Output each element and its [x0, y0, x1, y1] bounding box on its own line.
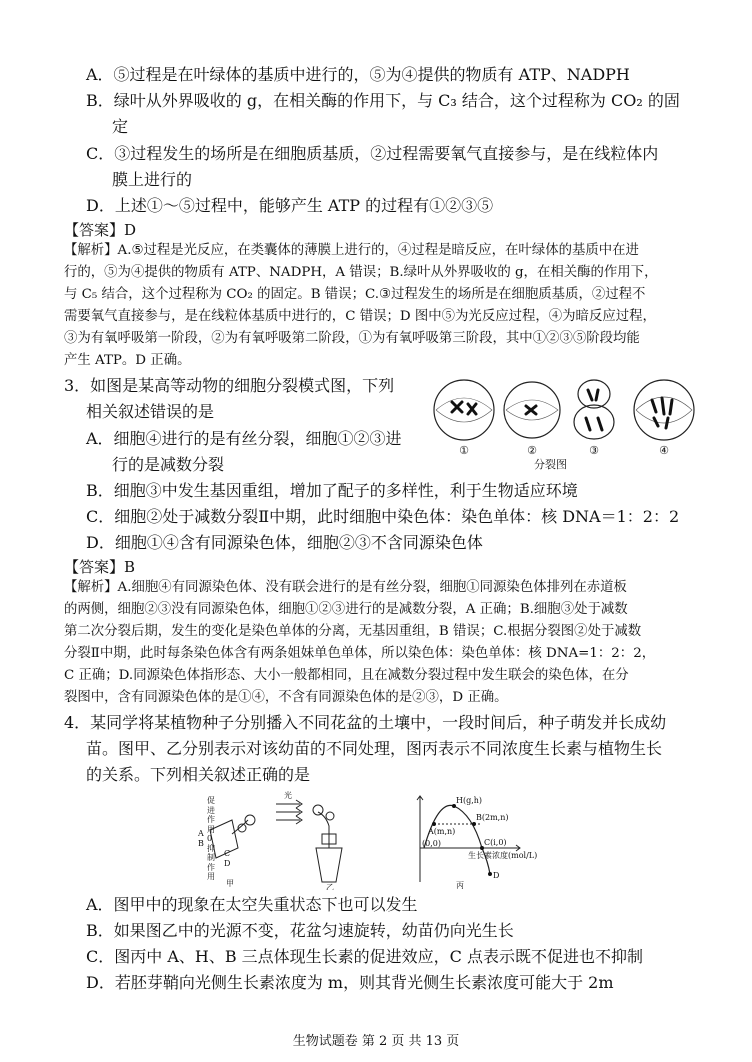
pot-letter: C [224, 849, 231, 858]
q3-analysis-line: 裂图中，含有同源染色体的是①④，不含有同源染色体的是②③，D 正确。 [64, 690, 508, 705]
q3-stem-cont: 相关叙述错误的是 [86, 402, 215, 421]
q3-option-b: B．细胞③中发生基因重组，增加了配子的多样性，利于生物适应环境 [86, 481, 578, 500]
label-d: D [493, 871, 500, 880]
q3-analysis-line: 第二次分裂后期，发生的变化是染色单体的分离，无基因重组，B 错误；C.根据分裂图②处于减数 [64, 624, 642, 639]
figure-label-bing: 丙 [456, 881, 464, 890]
q4-stem-cont: 苗。图甲、乙分别表示对该幼苗的不同处理，图丙表示不同浓度生长素与植物生长 [86, 739, 663, 758]
label-h: H(g,h) [456, 796, 483, 805]
q2-analysis-line: ③为有氧呼吸第一阶段，②为有氧呼吸第二阶段，①为有氧呼吸第三阶段，其中①②③⑤阶段均能 [64, 331, 640, 346]
q3-analysis-line: C 正确；D.同源染色体指形态、大小一般都相同，且在减数分裂过程中发生联会的染色体，在分 [64, 668, 629, 683]
label-a: A(m,n) [428, 827, 456, 836]
xaxis-label: 生长素浓度(mol/L) [468, 851, 538, 860]
cell-label: ① [459, 444, 469, 457]
q4-option-a: A．图甲中的现象在太空失重状态下也可以发生 [86, 895, 418, 914]
q3-option-d: D．细胞①④含有同源染色体，细胞②③不含同源染色体 [86, 533, 483, 552]
pot-letter: D [224, 859, 231, 868]
light-arrows [276, 804, 300, 820]
page-footer: 生物试题卷 第 2 页 共 13 页 [292, 1034, 460, 1049]
label-origin: (0,0) [422, 839, 441, 848]
cell-label: ③ [589, 444, 599, 457]
q3-analysis-line: 【解析】A.细胞④有同源染色体、没有联会进行的是有丝分裂，细胞①同源染色体排列在赤道板 [64, 580, 627, 595]
q2-analysis-line: 产生 ATP。D 正确。 [64, 353, 191, 368]
cell-3-bottom [574, 405, 614, 439]
auxin-figure [190, 790, 540, 890]
q2-option-b: B．绿叶从外界吸收的 g，在相关酶的作用下，与 C₃ 结合，这个过程称为 CO₂ 的固 [86, 91, 680, 110]
point-b [472, 822, 476, 826]
cell-division-figure [428, 372, 708, 462]
q3-stem: 3．如图是某高等动物的细胞分裂模式图，下列 [64, 376, 395, 395]
q3-analysis-line: 分裂Ⅱ中期，此时每条染色体含有两条姐妹单色单体，所以染色体：染色单体：核 DNA=1：2：2， [64, 646, 656, 661]
cell-1 [434, 380, 494, 440]
figure-caption: 分裂图 [534, 458, 567, 471]
pot-yi [316, 848, 342, 882]
q2-option-c: C．③过程发生的场所是在细胞质基质，②过程需要氧气直接参与，是在线粒体内 [86, 144, 659, 163]
q4-option-c: C．图丙中 A、H、B 三点体现生长素的促进效应，C 点表示既不促进也不抑制 [86, 947, 644, 966]
q2-analysis-line: 行的，⑤为④提供的物质有 ATP、NADPH，A 错误；B.绿叶从外界吸收的 g，在相关酶的作用下， [64, 265, 658, 280]
q2-option-d: D．上述①～⑤过程中，能够产生 ATP 的过程有①②③⑤ [86, 196, 494, 215]
q4-option-b: B．如果图乙中的光源不变，花盆匀速旋转，幼苗仍向光生长 [86, 921, 514, 940]
q4-stem-cont: 的关系。下列相关叙述正确的是 [86, 765, 311, 784]
pot-letter: B [198, 839, 204, 848]
q3-option-a: A．细胞④进行的是有丝分裂，细胞①②③进 [86, 429, 402, 448]
q2-answer: 【答案】D [64, 221, 137, 239]
q2-analysis-line: 与 C₅ 结合，这个过程称为 CO₂ 的固定。B 错误；C.③过程发生的场所是在细胞质基质，②过程不 [64, 287, 646, 302]
q3-answer: 【答案】B [64, 558, 136, 576]
q2-option-c-cont: 膜上进行的 [112, 170, 193, 189]
q3-analysis-line: 的两侧，细胞②③没有同源染色体，细胞①②③进行的是减数分裂，A 正确；B.细胞③处于减数 [64, 602, 628, 617]
q4-stem: 4．某同学将某植物种子分别播入不同花盆的土壤中，一段时间后，种子萌发并长成幼 [64, 713, 667, 732]
q3-option-c: C．细胞②处于减数分裂Ⅱ中期，此时细胞中染色体：染色单体：核 DNA＝1：2：2 [86, 507, 680, 526]
point-a [432, 822, 436, 826]
figure-label-yi: 乙 [326, 883, 334, 890]
q2-option-b-cont: 定 [112, 117, 129, 136]
q3-option-a-cont: 行的是减数分裂 [112, 455, 225, 474]
cell-label: ② [527, 444, 537, 457]
point-d [488, 872, 492, 876]
label-b: B(2m,n) [476, 813, 509, 822]
figure-label-jia: 甲 [226, 879, 234, 888]
yaxis-label: 促进作用 0 抑制作用 [207, 796, 215, 881]
pot-letter: A [198, 829, 204, 838]
q4-option-d: D．若胚芽鞘向光侧生长素浓度为 m，则其背光侧生长素浓度可能大于 2m [86, 973, 614, 992]
cell-label: ④ [659, 444, 669, 457]
q2-analysis-line: 需要氧气直接参与，是在线粒体基质中进行的，C 错误；D 图中⑤为光反应过程，④为暗反应过程， [64, 309, 656, 324]
q2-option-a: A．⑤过程是在叶绿体的基质中进行的，⑤为④提供的物质有 ATP、NADPH [86, 65, 630, 84]
q2-analysis-line: 【解析】A.⑤过程是光反应，在类囊体的薄膜上进行的，④过程是暗反应，在叶绿体的基质中在进 [64, 243, 639, 258]
label-c: C(i,0) [484, 838, 507, 847]
cell-3-top [578, 380, 610, 408]
light-label: 光 [284, 791, 292, 800]
